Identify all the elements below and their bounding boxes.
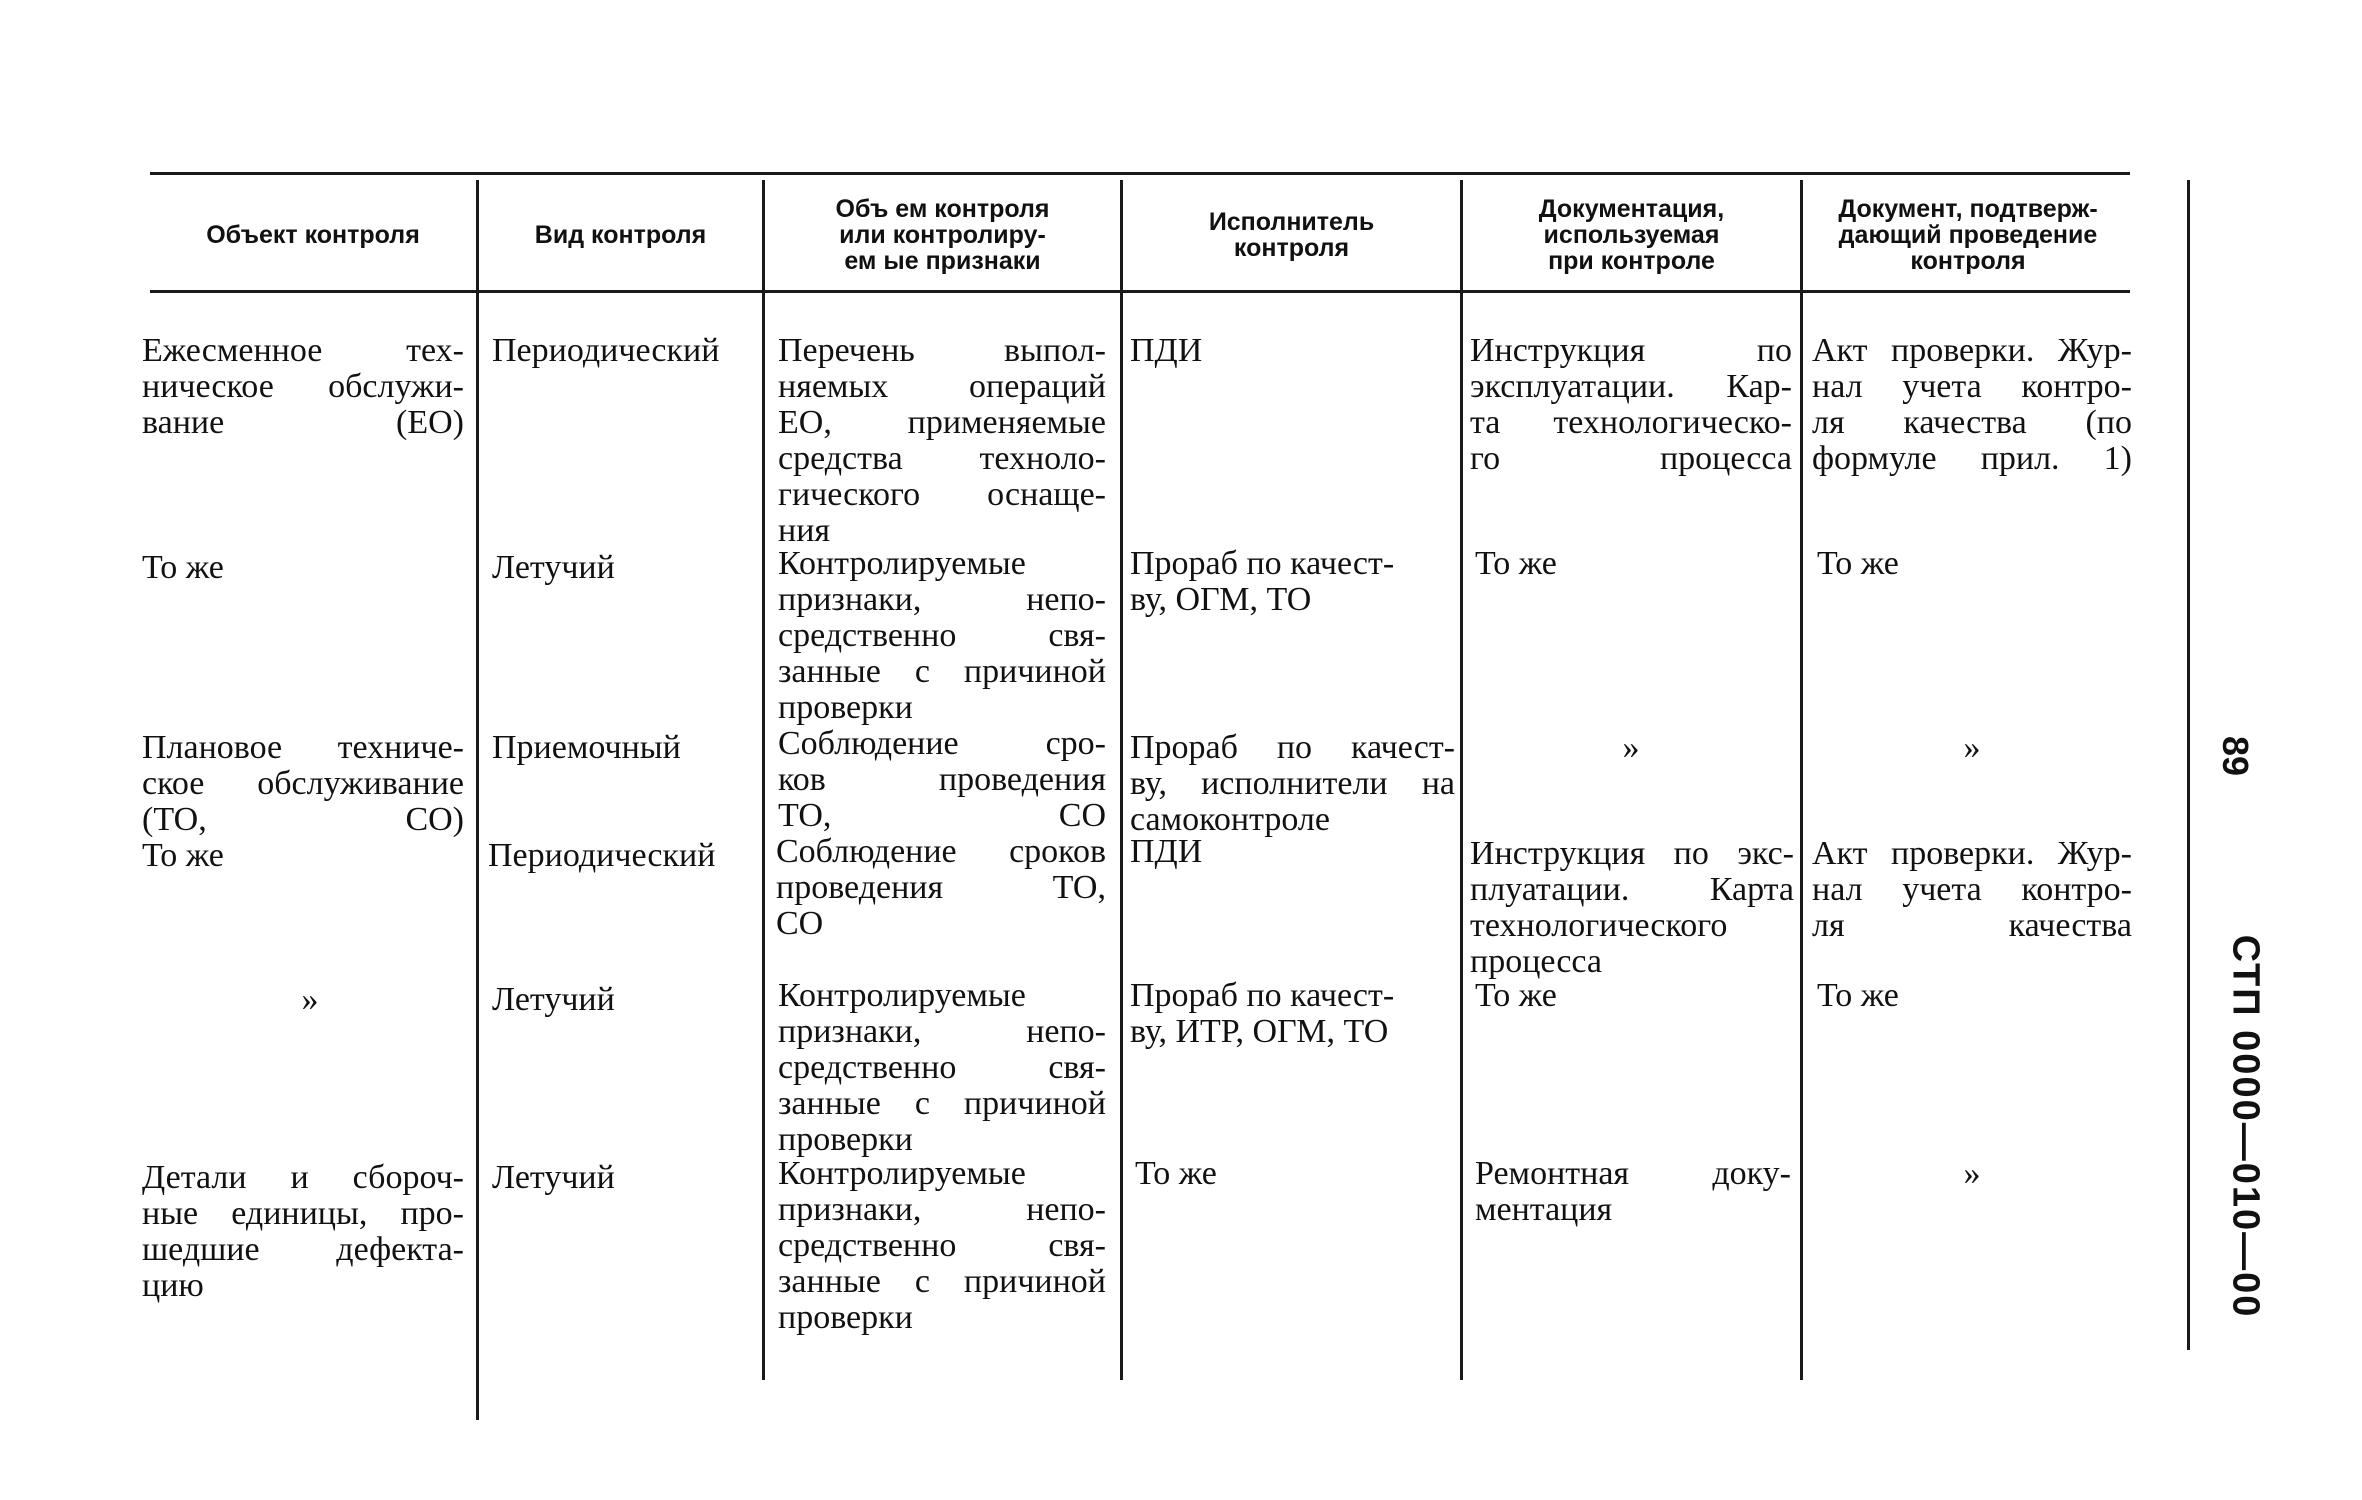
- right-border: [2187, 180, 2190, 1350]
- row5-type: Летучий: [492, 981, 615, 1018]
- row4-document: Акт проверки. Жур- нал учета контро- ля качества: [1812, 835, 2132, 944]
- column-divider: [1800, 180, 1803, 1380]
- row2-object: То же: [142, 549, 224, 586]
- row3-type: Приемочный: [492, 729, 681, 766]
- row4-object: То же: [142, 837, 224, 874]
- header-scope: Объ ем контроля или контролиру- ем ые признаки: [835, 195, 1050, 275]
- column-divider: [476, 180, 479, 1420]
- row5-scope: Контролируемые признаки, непо- средственно свя- занные с причиной проверки: [778, 977, 1106, 1158]
- header-documentation: Документация, используемая при контроле: [1538, 195, 1725, 275]
- page-number: 89: [2215, 735, 2256, 777]
- row5-documentation: То же: [1475, 977, 1557, 1014]
- row2-document: То же: [1817, 545, 1899, 582]
- row6-scope: Контролируемые признаки, непо- средственно свя- занные с причиной проверки: [778, 1155, 1106, 1336]
- column-divider: [1460, 180, 1463, 1380]
- row4-type: Периодический: [488, 837, 716, 874]
- row6-documentation: Ремонтная доку- ментация: [1475, 1155, 1791, 1228]
- row1-type: Периодический: [492, 332, 720, 369]
- row3-executor: Прораб по качест- ву, исполнители на самоконтроле: [1130, 729, 1455, 838]
- row2-scope: Контролируемые признаки, непо- средственно свя- занные с причиной проверки: [778, 545, 1106, 726]
- header-type: Вид контроля: [534, 221, 707, 249]
- row4-scope: Соблюдение сроков проведения ТО, СО: [776, 833, 1106, 942]
- document-id: СТП 0000—010—00: [2224, 934, 2267, 1319]
- header-document: Документ, подтверж- дающий проведение контроля: [1838, 195, 2098, 275]
- row6-type: Летучий: [492, 1159, 615, 1196]
- row6-executor: То же: [1135, 1155, 1217, 1192]
- row1-executor: ПДИ: [1130, 332, 1203, 369]
- row4-executor: ПДИ: [1130, 833, 1203, 870]
- column-divider: [1120, 180, 1123, 1380]
- row2-executor: Прораб по качест- ву, ОГМ, ТО: [1130, 545, 1395, 618]
- header-bottom-rule: [150, 290, 2130, 293]
- row3-document: »: [1963, 729, 1981, 766]
- row2-documentation: То же: [1475, 545, 1557, 582]
- column-divider: [762, 180, 765, 1380]
- row5-executor: Прораб по качест- ву, ИТР, ОГМ, ТО: [1130, 977, 1395, 1050]
- table-top-rule: [150, 172, 2130, 175]
- row1-document: Акт проверки. Жур- нал учета контро- ля качества (по формуле прил. 1): [1812, 332, 2132, 477]
- header-executor: Исполнитель контроля: [1208, 208, 1375, 262]
- row1-scope: Перечень выпол- няемых операций ЕО, применяемые средства техноло- гического оснаще- ния: [778, 332, 1106, 549]
- header-object: Объект контроля: [206, 221, 420, 249]
- row2-type: Летучий: [492, 549, 615, 586]
- row6-object: Детали и сбороч- ные единицы, про- шедшие дефекта- цию: [142, 1159, 464, 1304]
- row5-object: »: [301, 981, 319, 1018]
- row3-object: Плановое техниче- ское обслуживание (ТО, СО): [142, 729, 464, 838]
- row1-object: Ежесменное тех- ническое обслужи- вание (ЕО): [142, 332, 464, 441]
- row6-document: »: [1963, 1155, 1981, 1192]
- row5-document: То же: [1817, 977, 1899, 1014]
- row1-documentation: Инструкция по эксплуатации. Кар- та технологическо- го процесса: [1470, 332, 1792, 477]
- row3-scope: Соблюдение сро- ков проведения ТО, СО: [778, 725, 1106, 834]
- row3-documentation: »: [1622, 729, 1640, 766]
- row4-documentation: Инструкция по экс- плуатации. Карта технологического процесса: [1470, 835, 1794, 980]
